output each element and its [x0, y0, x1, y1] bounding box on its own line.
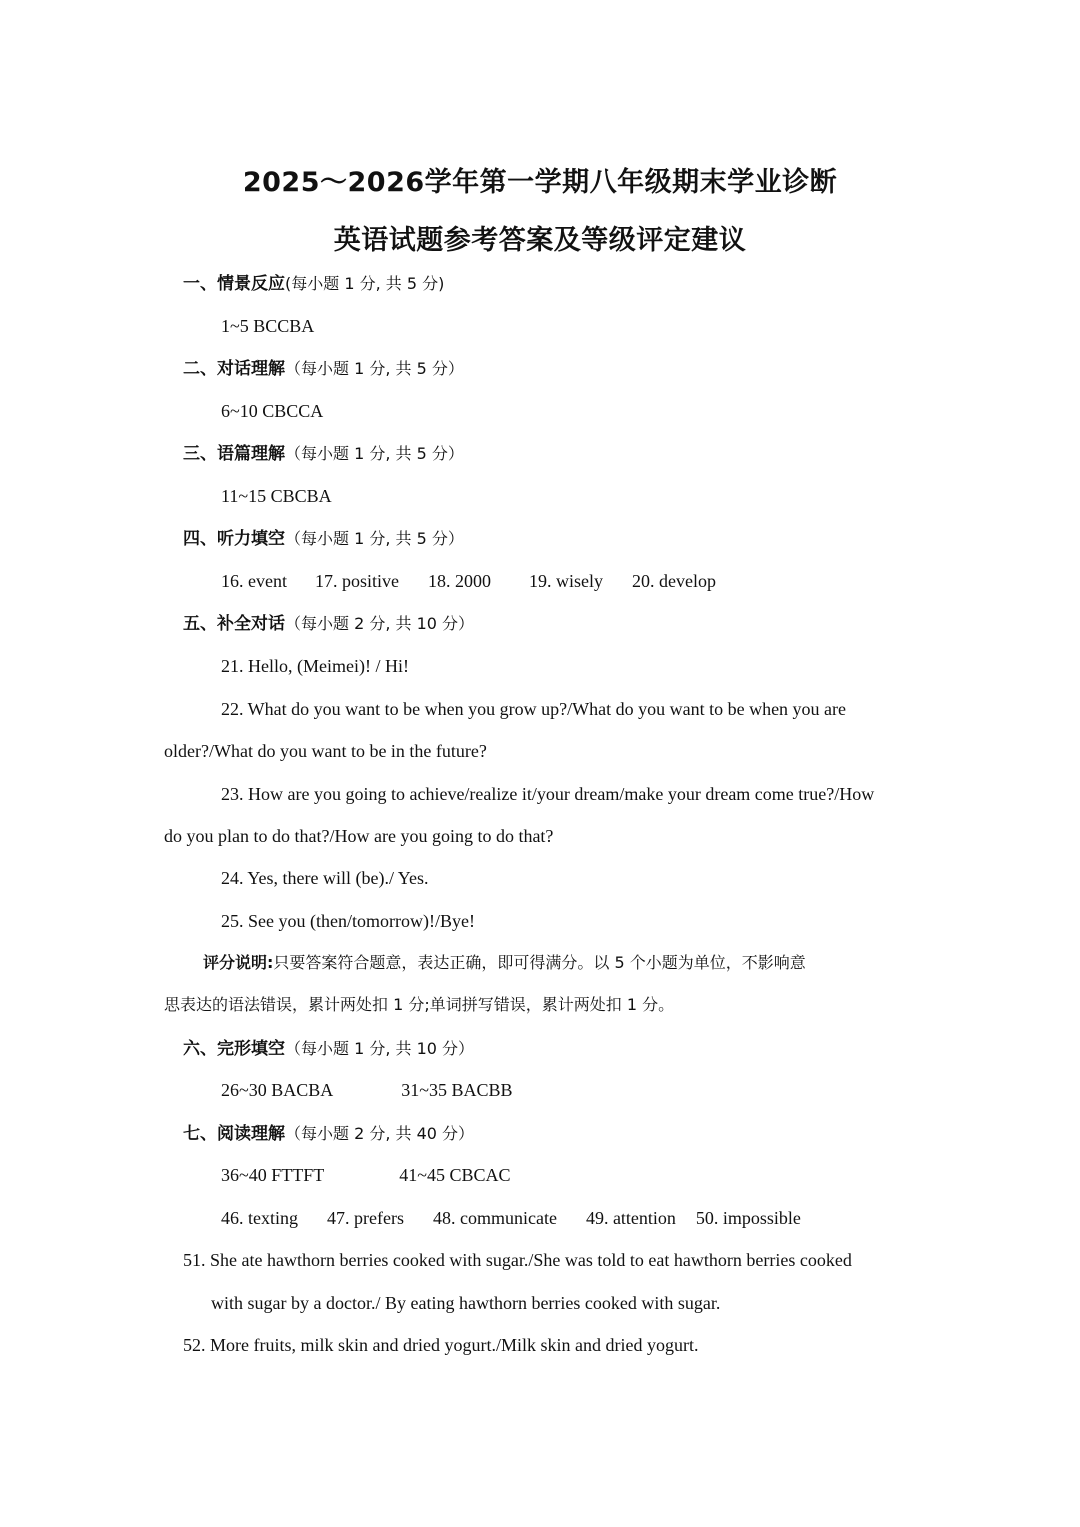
section-6-heading: [183, 1036, 474, 1061]
section-6-title: 六、完形填空: [183, 1039, 285, 1059]
section-4-points: （每小题 1 分, 共 5 分）: [285, 529, 464, 548]
section-1-points: (每小题 1 分, 共 5 分): [285, 274, 445, 293]
answer-49: 49. attention: [585, 1208, 676, 1228]
title-line-2: 英语试题参考答案及等级评定建议: [333, 225, 747, 256]
section-5-title: 五、补全对话: [183, 614, 285, 634]
section-2-points: （每小题 1 分, 共 5 分）: [285, 359, 464, 378]
grading-note-label: 评分说明:: [203, 953, 274, 972]
section-7-points: （每小题 2 分, 共 40 分）: [285, 1124, 475, 1143]
section-1-title: 一、情景反应: [183, 274, 285, 294]
section-1-answers: 1~5 BCCBA: [221, 316, 315, 336]
answer-22-line-1: 22. What do you want to be when you grow up?/What do you want to be when you are: [221, 699, 847, 719]
answer-17: 17. positive: [314, 571, 399, 591]
section-7-heading: [183, 1121, 474, 1146]
grading-note-line-2: 思表达的语法错误，累计两处扣 1 分;单词拼写错误，累计两处扣 1 分。: [164, 995, 675, 1014]
answer-52: 52. More fruits, milk skin and dried yogurt./Milk skin and dried yogurt.: [183, 1335, 699, 1355]
section-4-title: 四、听力填空: [183, 529, 285, 549]
answer-21: 21. Hello, (Meimei)! / Hi!: [221, 656, 409, 676]
section-6-answers: [221, 1078, 513, 1102]
answers-41-45: 41~45 CBCAC: [399, 1165, 511, 1185]
section-6-points: （每小题 1 分, 共 10 分）: [285, 1039, 475, 1058]
title-line-1: 2025～2026学年第一学期八年级期末学业诊断: [242, 167, 838, 198]
grading-note-text-1: 只要答案符合题意，表达正确，即可得满分。以 5 个小题为单位，不影响意: [273, 953, 806, 972]
section-2-heading: [183, 356, 464, 381]
answer-46: 46. texting: [221, 1208, 298, 1228]
answer-51-line-1: 51. She ate hawthorn berries cooked with sugar./She was told to eat hawthorn berries cooked: [183, 1250, 852, 1270]
section-4-answer-list: [221, 569, 716, 593]
section-2-answers: 6~10 CBCCA: [221, 401, 324, 421]
answers-26-30: 26~30 BACBA: [221, 1080, 334, 1100]
answer-18: 18. 2000: [427, 571, 491, 591]
answers-36-40: 36~40 FTTFT: [221, 1165, 325, 1185]
answers-31-35: 31~35 BACBB: [401, 1080, 513, 1100]
answer-24: 24. Yes, there will (be)./ Yes.: [221, 868, 429, 888]
answer-48: 48. communicate: [432, 1208, 557, 1228]
grading-note-line-1: [203, 951, 806, 975]
answer-51-line-2: with sugar by a doctor./ By eating hawthorn berries cooked with sugar.: [211, 1293, 721, 1313]
section-3-heading: [183, 441, 464, 466]
section-5-points: （每小题 2 分, 共 10 分）: [285, 614, 475, 633]
section-2-title: 二、对话理解: [183, 359, 285, 379]
section-3-answers: 11~15 CBCBA: [221, 486, 332, 506]
section-3-title: 三、语篇理解: [183, 444, 285, 464]
section-7-word-answers: [221, 1206, 801, 1230]
answer-20: 20. develop: [631, 571, 716, 591]
section-7-title: 七、阅读理解: [183, 1124, 285, 1144]
answer-23-line-1: 23. How are you going to achieve/realize it/your dream/make your dream come true?/How: [221, 784, 875, 804]
section-4-heading: [183, 526, 464, 551]
section-1-heading: [183, 271, 444, 296]
answer-25: 25. See you (then/tomorrow)!/Bye!: [221, 911, 475, 931]
section-3-points: （每小题 1 分, 共 5 分）: [285, 444, 464, 463]
section-7-answers: [221, 1163, 511, 1187]
answer-16: 16. event: [221, 571, 287, 591]
section-5-heading: [183, 611, 474, 636]
answer-23-line-2: do you plan to do that?/How are you going to do that?: [164, 826, 554, 846]
answer-19: 19. wisely: [528, 571, 603, 591]
answer-50: 50. impossible: [695, 1208, 801, 1228]
answer-47: 47. prefers: [327, 1208, 404, 1228]
answer-22-line-2: older?/What do you want to be in the future?: [164, 741, 487, 761]
